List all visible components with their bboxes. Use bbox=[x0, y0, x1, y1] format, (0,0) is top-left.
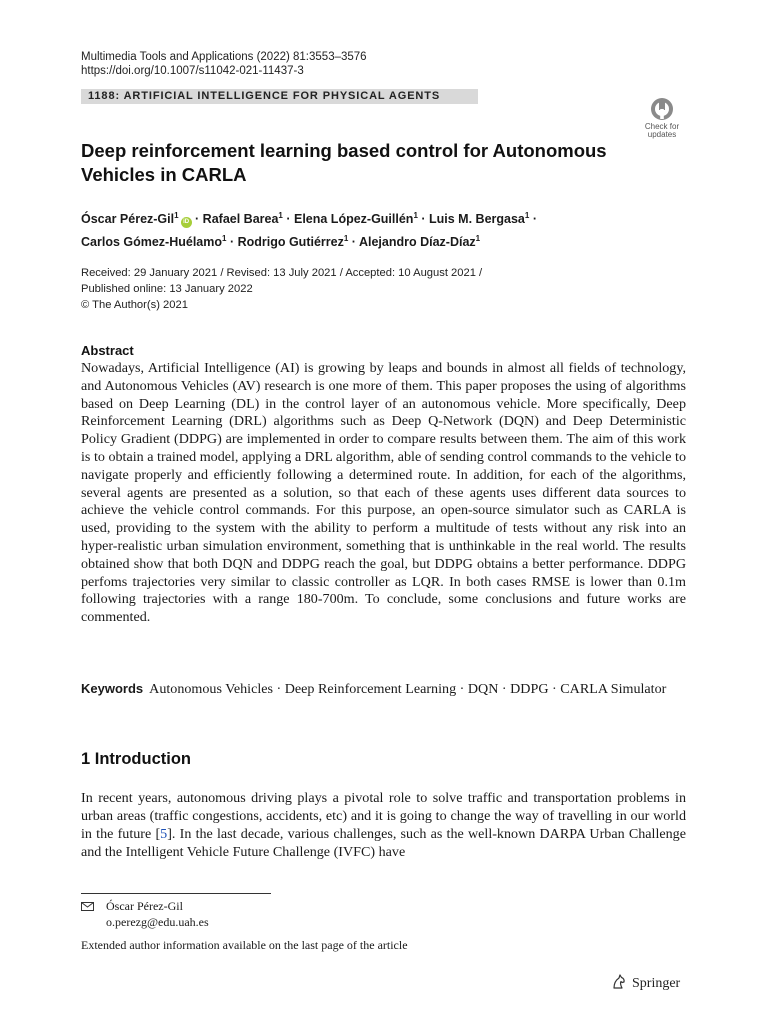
author[interactable]: Luis M. Bergasa$^1$ bbox=[429, 211, 530, 226]
check-for-updates-icon bbox=[647, 97, 677, 123]
copyright: © The Author(s) 2021 bbox=[81, 299, 188, 311]
author[interactable]: Carlos Gómez-Huélamo$^1$ bbox=[81, 234, 227, 249]
springer-horse-icon bbox=[611, 974, 627, 990]
doi-link[interactable]: https://doi.org/10.1007/s11042-021-11437-3 bbox=[81, 65, 304, 77]
journal-header bbox=[81, 50, 367, 78]
keywords bbox=[81, 680, 686, 698]
section-banner-label: 1188: ARTIFICIAL INTELLIGENCE FOR PHYSICAL AGENTS bbox=[88, 90, 441, 102]
check-for-updates-badge[interactable] bbox=[637, 97, 687, 143]
received-revised-accepted: Received: 29 January 2021 / Revised: 13 July 2021 / Accepted: 10 August 2021 / bbox=[81, 267, 483, 279]
author[interactable]: Rafael Barea$^1$ bbox=[202, 211, 283, 226]
extended-author-info: Extended author information available on the last page of the article bbox=[81, 938, 408, 952]
orcid-icon[interactable]: iD bbox=[181, 217, 192, 228]
corresponding-author-name: Óscar Pérez-Gil bbox=[106, 899, 183, 913]
published-online: Published online: 13 January 2022 bbox=[81, 283, 253, 295]
citation-link[interactable]: 5 bbox=[160, 826, 168, 842]
section-banner bbox=[81, 89, 478, 104]
paper-title: Deep reinforcement learning based control for Autonomous Vehicles in CARLA bbox=[81, 140, 607, 185]
check-for-updates-line1: Check for bbox=[644, 122, 680, 131]
publisher-logo bbox=[611, 974, 680, 993]
publisher-name: Springer bbox=[632, 976, 681, 991]
author[interactable]: Alejandro Díaz-Díaz$^1$ bbox=[358, 234, 481, 249]
corresponding-author-email[interactable]: o.perezg@edu.uah.es bbox=[106, 915, 209, 929]
keywords-list: Autonomous Vehicles · Deep Reinforcement Learning · DQN · DDPG · CARLA Simulator bbox=[149, 681, 667, 697]
publication-dates bbox=[81, 265, 482, 313]
author-list: Óscar Pérez-Gil$^1$iD · Rafael Barea$^1$ · Elena López-Guillén$^1$ · Luis M. Bergasa$^1$ · Carlos Gómez-Huélamo$^1$ · Rodrigo Gutiérrez$^1$ · Alejandro Díaz-Díaz$^1$ bbox=[81, 211, 537, 249]
envelope-icon bbox=[81, 902, 94, 911]
keywords-heading: Keywords bbox=[81, 681, 144, 696]
check-for-updates-line2: updates bbox=[647, 130, 677, 139]
abstract-body: Nowadays, Artificial Intelligence (AI) is growing by leaps and bounds in almost all fields of technology, and Autonomous Vehicles (AV) research is one more of them. This paper proposes the using of algorithms based on Deep Learning (DL) in the control layer of an autonomous vehicle. More specifically, Deep Reinforcement Learning (DRL) algorithms such as Deep Q-Network (DQN) and Deep Deterministic Policy Gradient (DDPG) are implemented in order to compare results between them. The aim of this work is to obtain a trained model, applying a DRL algorithm, able of sending control commands to the vehicle to navigate properly and efficiently following a determined route. In addition, for each of the algorithms, several agents are presented as a solution, so that each of these agents uses different data sources to achieve the vehicle control commands. For this purpose, an open-source simulator such as CARLA is used, providing to the system with the ability to perform a multitude of tests without any risk into an hyper-realistic urban simulation environment, something that is unthinkable in the real world. The results obtained show that both DQN and DDPG reach the goal, but DDPG obtains a better performance. DDPG perfoms trajectories very similar to classic controller as LQR. In both cases RMSE is lower than 0.1m following trajectories with a range 180-700m. To conclude, some conclusions and future works are commented. bbox=[81, 360, 686, 626]
author[interactable]: Rodrigo Gutiérrez$^1$ bbox=[237, 234, 349, 249]
section-heading-introduction: 1 Introduction bbox=[81, 750, 191, 768]
introduction-body: In recent years, autonomous driving plays a pivotal role to solve traffic and transportation problems in urban areas (traffic congestions, accidents, etc) and it is going to change the way of travelling in our world in the future [5]. In the last decade, various challenges, such as the well-known DARPA Urban Challenge and the Intelligent Vehicle Future Challenge (IVFC) have bbox=[81, 790, 686, 860]
author[interactable]: Óscar Pérez-Gil$^1$iD bbox=[81, 212, 192, 226]
journal-citation: Multimedia Tools and Applications (2022) 81:3553–3576 bbox=[81, 51, 367, 63]
author[interactable]: Elena López-Guillén$^1$ bbox=[293, 211, 418, 226]
footnote-divider bbox=[81, 893, 271, 894]
abstract-heading: Abstract bbox=[81, 343, 134, 358]
